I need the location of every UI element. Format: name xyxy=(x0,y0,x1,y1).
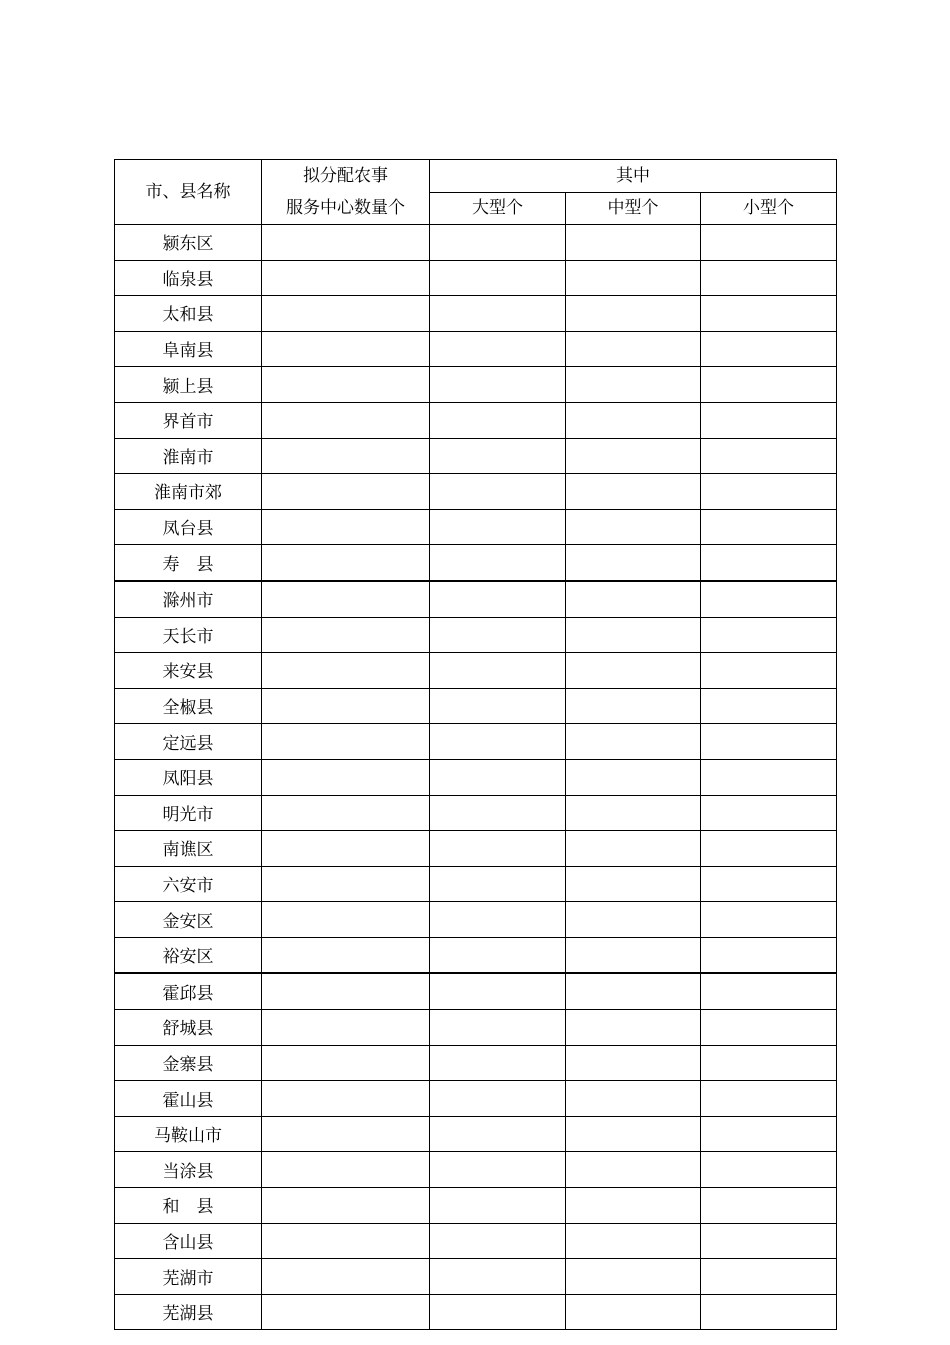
small-count-cell[interactable] xyxy=(701,831,837,867)
allocated-count-cell[interactable] xyxy=(262,545,430,581)
county-name-cell: 凤台县 xyxy=(115,509,262,545)
county-name-cell: 定远县 xyxy=(115,724,262,760)
table-row xyxy=(115,581,837,617)
county-name-cell: 裕安区 xyxy=(115,937,262,973)
medium-count-cell[interactable] xyxy=(566,1152,701,1188)
county-name-cell: 凤阳县 xyxy=(115,759,262,795)
table-row xyxy=(115,724,837,760)
allocated-count-cell[interactable] xyxy=(262,653,430,689)
allocated-count-cell[interactable] xyxy=(262,937,430,973)
table-row xyxy=(115,937,837,973)
large-count-cell[interactable] xyxy=(430,1223,566,1259)
table-row xyxy=(115,367,837,403)
table-row xyxy=(115,1152,837,1188)
medium-count-cell[interactable] xyxy=(566,367,701,403)
medium-count-cell[interactable] xyxy=(566,1045,701,1081)
table-row xyxy=(115,902,837,938)
table-row xyxy=(115,296,837,332)
table-body xyxy=(115,225,837,1330)
medium-count-cell[interactable] xyxy=(566,474,701,510)
table-row xyxy=(115,545,837,581)
allocation-table xyxy=(114,159,837,1330)
county-name-cell: 淮南市郊 xyxy=(115,474,262,510)
county-name-cell: 临泉县 xyxy=(115,260,262,296)
medium-count-cell[interactable] xyxy=(566,759,701,795)
small-count-cell[interactable] xyxy=(701,331,837,367)
allocated-count-cell[interactable] xyxy=(262,474,430,510)
medium-count-cell[interactable] xyxy=(566,831,701,867)
table-row xyxy=(115,1081,837,1117)
small-count-cell[interactable] xyxy=(701,545,837,581)
table-row xyxy=(115,474,837,510)
medium-count-cell[interactable] xyxy=(566,1010,701,1046)
large-count-cell[interactable] xyxy=(430,509,566,545)
allocated-count-cell[interactable] xyxy=(262,724,430,760)
large-count-cell[interactable] xyxy=(430,1116,566,1152)
table-row xyxy=(115,759,837,795)
large-count-cell[interactable] xyxy=(430,1045,566,1081)
table-row xyxy=(115,225,837,261)
table-row xyxy=(115,1116,837,1152)
small-count-cell[interactable] xyxy=(701,1294,837,1330)
large-count-cell[interactable] xyxy=(430,545,566,581)
county-name-cell: 界首市 xyxy=(115,402,262,438)
small-count-cell[interactable] xyxy=(701,973,837,1009)
small-count-cell[interactable] xyxy=(701,759,837,795)
large-count-cell[interactable] xyxy=(430,866,566,902)
header-allocated-count xyxy=(262,160,430,225)
large-count-cell[interactable] xyxy=(430,1010,566,1046)
table-row xyxy=(115,438,837,474)
header-row-1 xyxy=(115,160,837,193)
allocated-count-cell[interactable] xyxy=(262,688,430,724)
small-count-cell[interactable] xyxy=(701,225,837,261)
allocated-count-cell[interactable] xyxy=(262,296,430,332)
large-count-cell[interactable] xyxy=(430,831,566,867)
table-row xyxy=(115,1294,837,1330)
county-name-cell: 舒城县 xyxy=(115,1010,262,1046)
small-count-cell[interactable] xyxy=(701,1152,837,1188)
medium-count-cell[interactable] xyxy=(566,581,701,617)
county-name-cell: 马鞍山市 xyxy=(115,1116,262,1152)
medium-count-cell[interactable] xyxy=(566,1294,701,1330)
large-count-cell[interactable] xyxy=(430,902,566,938)
county-name-cell: 淮南市 xyxy=(115,438,262,474)
small-count-cell[interactable] xyxy=(701,1188,837,1224)
allocated-count-cell[interactable] xyxy=(262,1223,430,1259)
medium-count-cell[interactable] xyxy=(566,260,701,296)
county-name-cell: 霍邱县 xyxy=(115,973,262,1009)
allocated-count-cell[interactable] xyxy=(262,866,430,902)
small-count-cell[interactable] xyxy=(701,795,837,831)
medium-count-cell[interactable] xyxy=(566,545,701,581)
small-count-cell[interactable] xyxy=(701,937,837,973)
county-name-cell: 霍山县 xyxy=(115,1081,262,1117)
allocated-count-cell[interactable] xyxy=(262,581,430,617)
large-count-cell[interactable] xyxy=(430,1188,566,1224)
medium-count-cell[interactable] xyxy=(566,973,701,1009)
medium-count-cell[interactable] xyxy=(566,1259,701,1295)
large-count-cell[interactable] xyxy=(430,1259,566,1295)
county-name-cell: 全椒县 xyxy=(115,688,262,724)
medium-count-cell[interactable] xyxy=(566,902,701,938)
small-count-cell[interactable] xyxy=(701,1081,837,1117)
medium-count-cell[interactable] xyxy=(566,937,701,973)
small-count-cell[interactable] xyxy=(701,866,837,902)
county-name-cell: 寿 县 xyxy=(115,545,262,581)
large-count-cell[interactable] xyxy=(430,759,566,795)
large-count-cell[interactable] xyxy=(430,1152,566,1188)
medium-count-cell[interactable] xyxy=(566,1223,701,1259)
large-count-cell[interactable] xyxy=(430,296,566,332)
table-row xyxy=(115,1223,837,1259)
county-name-cell: 芜湖市 xyxy=(115,1259,262,1295)
table-row xyxy=(115,260,837,296)
header-small: 小型个 xyxy=(701,192,837,225)
small-count-cell[interactable] xyxy=(701,724,837,760)
table-row xyxy=(115,509,837,545)
allocated-count-cell[interactable] xyxy=(262,1294,430,1330)
large-count-cell[interactable] xyxy=(430,653,566,689)
allocated-count-cell[interactable] xyxy=(262,260,430,296)
large-count-cell[interactable] xyxy=(430,260,566,296)
allocated-count-cell[interactable] xyxy=(262,1259,430,1295)
county-name-cell: 天长市 xyxy=(115,617,262,653)
small-count-cell[interactable] xyxy=(701,1010,837,1046)
small-count-cell[interactable] xyxy=(701,296,837,332)
allocated-count-cell[interactable] xyxy=(262,759,430,795)
medium-count-cell[interactable] xyxy=(566,331,701,367)
header-large: 大型个 xyxy=(430,192,566,225)
allocated-count-cell[interactable] xyxy=(262,1081,430,1117)
county-name-cell: 颍上县 xyxy=(115,367,262,403)
county-name-cell: 滁州市 xyxy=(115,581,262,617)
table-row xyxy=(115,617,837,653)
header-allocated-line2: 服务中心数量个 xyxy=(286,198,405,218)
small-count-cell[interactable] xyxy=(701,402,837,438)
large-count-cell[interactable] xyxy=(430,1081,566,1117)
medium-count-cell[interactable] xyxy=(566,296,701,332)
county-name-cell: 南谯区 xyxy=(115,831,262,867)
small-count-cell[interactable] xyxy=(701,367,837,403)
medium-count-cell[interactable] xyxy=(566,795,701,831)
medium-count-cell[interactable] xyxy=(566,1188,701,1224)
medium-count-cell[interactable] xyxy=(566,1081,701,1117)
header-of-which: 其中 xyxy=(430,160,837,193)
table-row xyxy=(115,331,837,367)
allocated-count-cell[interactable] xyxy=(262,1010,430,1046)
header-medium: 中型个 xyxy=(566,192,701,225)
allocated-count-cell[interactable] xyxy=(262,1152,430,1188)
allocated-count-cell[interactable] xyxy=(262,367,430,403)
large-count-cell[interactable] xyxy=(430,973,566,1009)
allocated-count-cell[interactable] xyxy=(262,402,430,438)
county-name-cell: 和 县 xyxy=(115,1188,262,1224)
small-count-cell[interactable] xyxy=(701,581,837,617)
small-count-cell[interactable] xyxy=(701,260,837,296)
county-name-cell: 当涂县 xyxy=(115,1152,262,1188)
table-row xyxy=(115,1045,837,1081)
large-count-cell[interactable] xyxy=(430,1294,566,1330)
large-count-cell[interactable] xyxy=(430,795,566,831)
medium-count-cell[interactable] xyxy=(566,225,701,261)
large-count-cell[interactable] xyxy=(430,724,566,760)
large-count-cell[interactable] xyxy=(430,225,566,261)
large-count-cell[interactable] xyxy=(430,688,566,724)
medium-count-cell[interactable] xyxy=(566,866,701,902)
county-name-cell: 金安区 xyxy=(115,902,262,938)
county-name-cell: 阜南县 xyxy=(115,331,262,367)
small-count-cell[interactable] xyxy=(701,617,837,653)
medium-count-cell[interactable] xyxy=(566,724,701,760)
small-count-cell[interactable] xyxy=(701,688,837,724)
small-count-cell[interactable] xyxy=(701,509,837,545)
allocated-count-cell[interactable] xyxy=(262,331,430,367)
small-count-cell[interactable] xyxy=(701,1259,837,1295)
allocated-count-cell[interactable] xyxy=(262,1045,430,1081)
county-name-cell: 芜湖县 xyxy=(115,1294,262,1330)
small-count-cell[interactable] xyxy=(701,902,837,938)
table-row xyxy=(115,402,837,438)
large-count-cell[interactable] xyxy=(430,331,566,367)
header-allocated-line1: 拟分配农事 xyxy=(303,166,388,186)
county-name-cell: 六安市 xyxy=(115,866,262,902)
small-count-cell[interactable] xyxy=(701,474,837,510)
medium-count-cell[interactable] xyxy=(566,1116,701,1152)
table-row xyxy=(115,653,837,689)
allocated-count-cell[interactable] xyxy=(262,1116,430,1152)
header-county-name: 市、县名称 xyxy=(115,160,262,225)
table-row xyxy=(115,1259,837,1295)
allocated-count-cell[interactable] xyxy=(262,438,430,474)
large-count-cell[interactable] xyxy=(430,438,566,474)
large-count-cell[interactable] xyxy=(430,617,566,653)
medium-count-cell[interactable] xyxy=(566,617,701,653)
allocated-count-cell[interactable] xyxy=(262,902,430,938)
table-row xyxy=(115,795,837,831)
allocated-count-cell[interactable] xyxy=(262,1188,430,1224)
allocated-count-cell[interactable] xyxy=(262,617,430,653)
allocated-count-cell[interactable] xyxy=(262,973,430,1009)
table-row xyxy=(115,973,837,1009)
medium-count-cell[interactable] xyxy=(566,688,701,724)
county-name-cell: 金寨县 xyxy=(115,1045,262,1081)
allocated-count-cell[interactable] xyxy=(262,225,430,261)
table-row xyxy=(115,831,837,867)
table-row xyxy=(115,866,837,902)
allocated-count-cell[interactable] xyxy=(262,831,430,867)
large-count-cell[interactable] xyxy=(430,367,566,403)
medium-count-cell[interactable] xyxy=(566,402,701,438)
small-count-cell[interactable] xyxy=(701,1045,837,1081)
medium-count-cell[interactable] xyxy=(566,438,701,474)
large-count-cell[interactable] xyxy=(430,581,566,617)
county-name-cell: 颍东区 xyxy=(115,225,262,261)
small-count-cell[interactable] xyxy=(701,1116,837,1152)
allocated-count-cell[interactable] xyxy=(262,795,430,831)
county-name-cell: 太和县 xyxy=(115,296,262,332)
small-count-cell[interactable] xyxy=(701,1223,837,1259)
table-row xyxy=(115,688,837,724)
small-count-cell[interactable] xyxy=(701,653,837,689)
county-name-cell: 含山县 xyxy=(115,1223,262,1259)
large-count-cell[interactable] xyxy=(430,937,566,973)
large-count-cell[interactable] xyxy=(430,402,566,438)
allocated-count-cell[interactable] xyxy=(262,509,430,545)
county-name-cell: 明光市 xyxy=(115,795,262,831)
county-name-cell: 来安县 xyxy=(115,653,262,689)
table-row xyxy=(115,1188,837,1224)
table-row xyxy=(115,1010,837,1046)
medium-count-cell[interactable] xyxy=(566,509,701,545)
medium-count-cell[interactable] xyxy=(566,653,701,689)
small-count-cell[interactable] xyxy=(701,438,837,474)
large-count-cell[interactable] xyxy=(430,474,566,510)
